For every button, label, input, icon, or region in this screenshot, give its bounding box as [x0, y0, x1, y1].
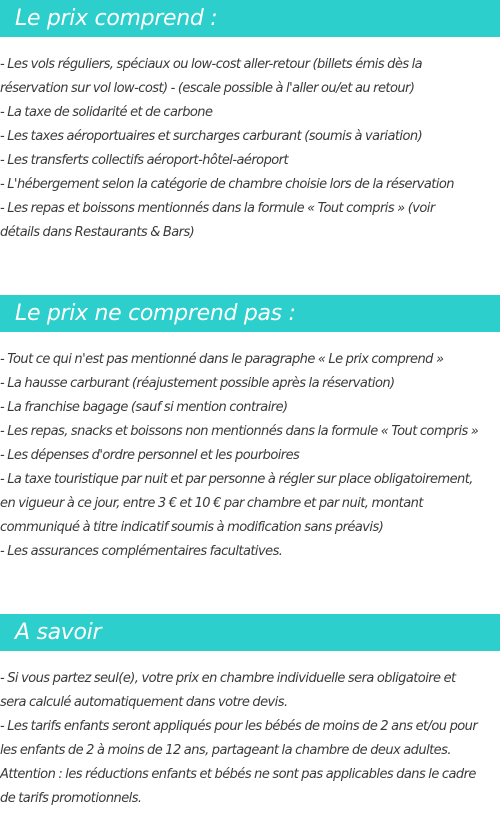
section-good-to-know: [0, 614, 500, 811]
text-line: - La taxe touristique par nuit et par personne à régler sur place obligatoirement,: [0, 472, 473, 487]
section-heading: Le prix comprend :: [0, 0, 500, 37]
text-line: - Les taxes aéroportuaires et surcharges carburant (soumis à variation): [0, 129, 423, 144]
text-line: - Les tarifs enfants seront appliqués pour les bébés de moins de 2 ans et/ou pour: [0, 719, 478, 734]
text-line: - La franchise bagage (sauf si mention contraire): [0, 400, 288, 415]
section-heading: Le prix ne comprend pas :: [0, 295, 500, 332]
text-line: sera calculé automatiquement dans votre devis.: [0, 695, 288, 710]
text-line: - Les repas, snacks et boissons non mentionnés dans la formule « Tout compris »: [0, 424, 479, 439]
section-text: [0, 348, 500, 564]
text-line: de tarifs promotionnels.: [0, 791, 142, 806]
text-line: en vigueur à ce jour, entre 3 € et 10 € par chambre et par nuit, montant: [0, 496, 423, 511]
text-line: - Les dépenses d'ordre personnel et les pourboires: [0, 448, 300, 463]
text-line: les enfants de 2 à moins de 12 ans, partageant la chambre de deux adultes.: [0, 743, 451, 758]
text-line: - Les vols réguliers, spéciaux ou low-cost aller-retour (billets émis dès la: [0, 57, 423, 72]
text-line: - La taxe de solidarité et de carbone: [0, 105, 213, 120]
text-line: Attention : les réductions enfants et bébés ne sont pas applicables dans le cadre: [0, 767, 476, 782]
text-line: - Les transferts collectifs aéroport-hôtel-aéroport: [0, 153, 289, 168]
text-line: détails dans Restaurants & Bars): [0, 225, 195, 240]
section-heading: A savoir: [0, 614, 500, 651]
section-price-includes: [0, 0, 500, 245]
text-line: réservation sur vol low-cost) - (escale possible à l'aller ou/et au retour): [0, 81, 415, 96]
text-line: - Si vous partez seul(e), votre prix en chambre individuelle sera obligatoire et: [0, 671, 456, 686]
section-price-excludes: [0, 295, 500, 564]
text-line: - Tout ce qui n'est pas mentionné dans le paragraphe « Le prix comprend »: [0, 352, 444, 367]
text-line: - L'hébergement selon la catégorie de chambre choisie lors de la réservation: [0, 177, 454, 192]
text-line: - La hausse carburant (réajustement possible après la réservation): [0, 376, 395, 391]
text-line: - Les repas et boissons mentionnés dans la formule « Tout compris » (voir: [0, 201, 435, 216]
text-line: communiqué à titre indicatif soumis à modification sans préavis): [0, 520, 384, 535]
section-text: [0, 667, 500, 811]
text-line: - Les assurances complémentaires facultatives.: [0, 544, 283, 559]
section-text: [0, 53, 500, 245]
